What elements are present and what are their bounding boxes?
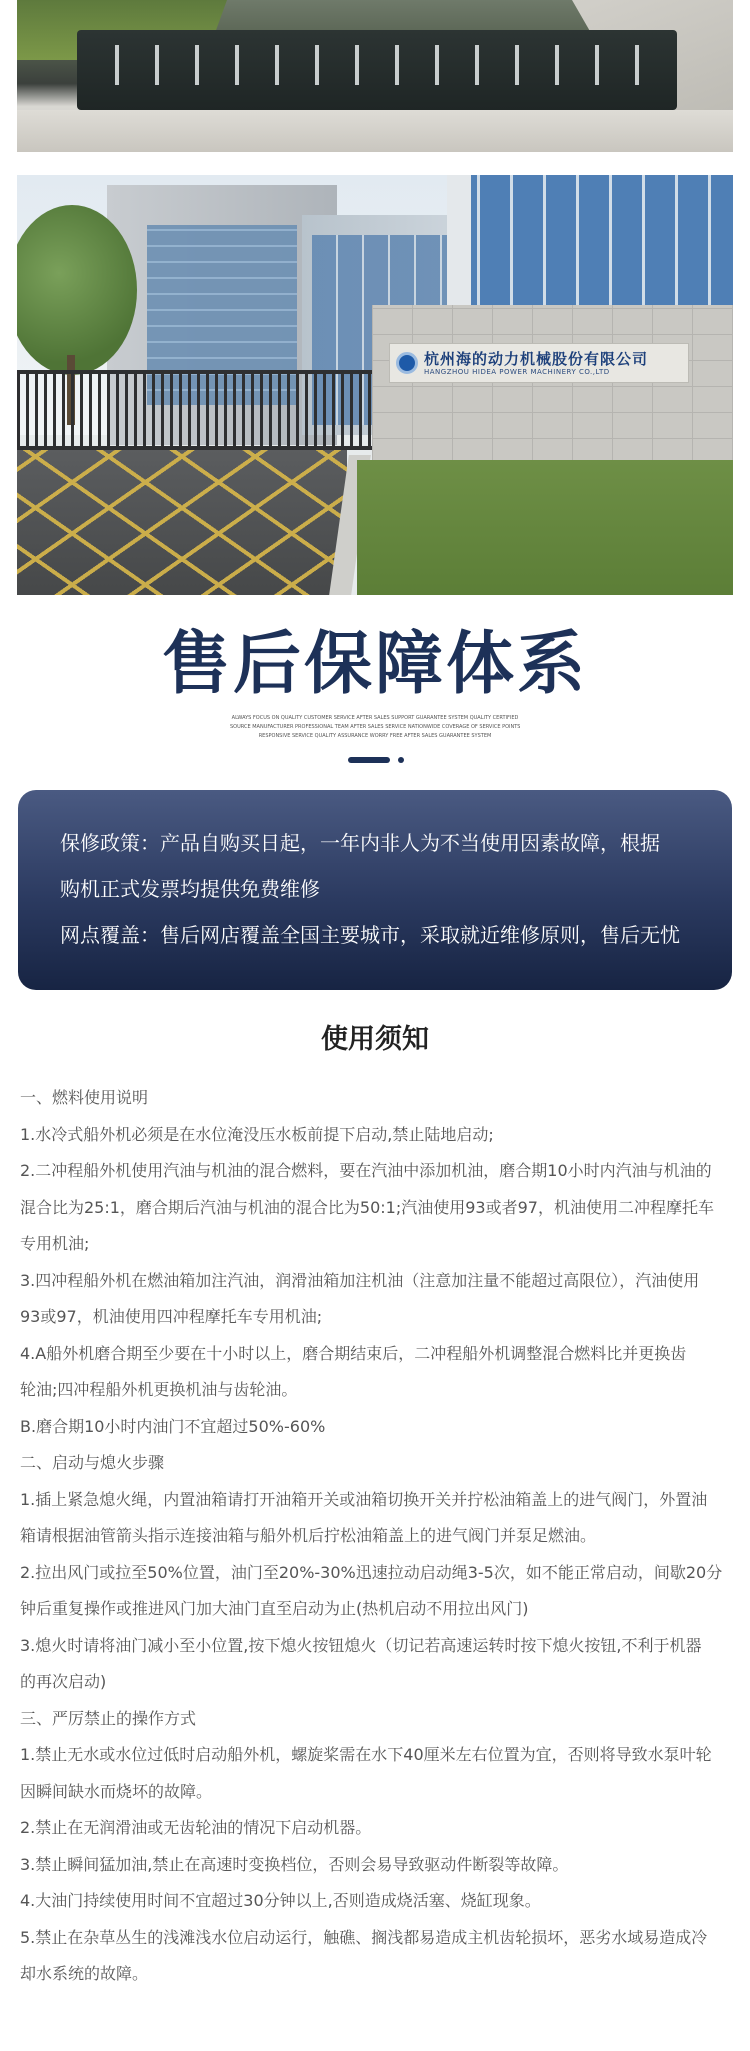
stone-wall [372, 305, 733, 465]
note-line: 5.禁止在杂草丛生的浅滩浅水位启动运行，触礁、搁浅都易造成主机齿轮损坏，恶劣水域易造成冷 [20, 1927, 708, 1947]
note-line: 2.禁止在无润滑油或无齿轮油的情况下启动机器。 [20, 1818, 372, 1837]
section-title: 售后保障体系 [161, 625, 588, 704]
note-line: 专用机油; [20, 1234, 90, 1253]
usage-notes-title: 使用须知 [321, 1024, 429, 1055]
note-line: 2.二冲程船外机使用汽油与机油的混合燃料，要在汽油中添加机油，磨合期10小时内汽油与机油的 [20, 1161, 712, 1180]
note-line: 4.A船外机磨合期至少要在十小时以上，磨合期结束后，二冲程船外机调整混合燃料比并更换齿 [20, 1343, 687, 1363]
company-logo-icon [396, 352, 418, 374]
note-line: 3.熄火时请将油门减小至小位置,按下熄火按钮熄火（切记若高速运转时按下熄火按钮,不利于机器 [20, 1635, 702, 1655]
note-line: 却水系统的故障。 [20, 1964, 149, 1983]
title-subtext: SOURCE MANUFACTURER PROFESSIONAL TEAM AFTER SALES SERVICE NATIONWIDE COVERAGE OF SERVICE POINTS [230, 724, 520, 730]
title-divider-dot [398, 757, 404, 763]
note-line: 混合比为25:1，磨合期后汽油与机油的混合比为50:1;汽油使用93或者97，机油使用二冲程摩托车 [20, 1197, 714, 1217]
company-sign-cn: 杭州海的动力机械股份有限公司 [424, 350, 649, 368]
note-line: 一、燃料使用说明 [20, 1088, 149, 1107]
gate-fence [17, 370, 377, 450]
note-line: 二、启动与熄火步骤 [20, 1453, 165, 1472]
note-line: 1.禁止无水或水位过低时启动船外机，螺旋桨需在水下40厘米左右位置为宜，否则将导致水泵叶轮 [20, 1745, 712, 1764]
company-building-photo [17, 175, 733, 595]
note-line: 箱请根据油管箭头指示连接油箱与船外机后拧松油箱盖上的进气阀门并泵足燃油。 [20, 1526, 597, 1545]
title-divider-bar [348, 757, 390, 763]
road-markings [17, 450, 347, 595]
note-line: 轮油;四冲程船外机更换机油与齿轮油。 [20, 1380, 298, 1399]
grass [357, 460, 733, 595]
usage-notes [20, 1080, 732, 1993]
note-line: 1.水冷式船外机必须是在水位淹没压水板前提下启动,禁止陆地启动; [20, 1124, 494, 1144]
note-line: 钟后重复操作或推进风门加大油门直至启动为止(热机启动不用拉出风门) [20, 1599, 529, 1618]
note-line: 的再次启动) [20, 1672, 107, 1691]
note-line: 三、严厉禁止的操作方式 [20, 1708, 197, 1728]
note-line: 4.大油门持续使用时间不宜超过30分钟以上,否则造成烧活塞、烧缸现象。 [20, 1891, 541, 1910]
note-line: 3.四冲程船外机在燃油箱加注汽油，润滑油箱加注机油（注意加注量不能超过高限位），汽油使用 [20, 1270, 700, 1290]
policy-line: 网点覆盖：售后网店覆盖全国主要城市，采取就近维修原则，售后无忧 [60, 923, 680, 947]
company-sign [389, 343, 689, 383]
fountain-jets [97, 45, 657, 85]
plaza-fountain-photo [17, 0, 733, 152]
note-line: 3.禁止瞬间猛加油,禁止在高速时变换档位，否则会易导致驱动件断裂等故障。 [20, 1854, 569, 1874]
note-line: B.磨合期10小时内油门不宜超过50%-60% [20, 1416, 326, 1436]
warranty-policy-box [18, 790, 732, 990]
note-line: 93或97，机油使用四冲程摩托车专用机油; [20, 1307, 323, 1326]
policy-line: 购机正式发票均提供免费维修 [60, 877, 320, 901]
plaza-ground [17, 110, 733, 152]
note-line: 2.拉出风门或拉至50%位置，油门至20%-30%迅速拉动启动绳3-5次，如不能正常启动，间歇20分 [20, 1562, 723, 1582]
title-subtext: RESPONSIVE SERVICE QUALITY ASSURANCE WORRY FREE AFTER SALES GUARANTEE SYSTEM [258, 733, 492, 739]
note-line: 1.插上紧急熄火绳，内置油箱请打开油箱开关或油箱切换开关并拧松油箱盖上的进气阀门，外置油 [20, 1489, 708, 1509]
title-subtext: ALWAYS FOCUS ON QUALITY CUSTOMER SERVICE AFTER SALES SUPPORT GUARANTEE SYSTEM QUALITY CERTIFIED [231, 715, 519, 721]
company-sign-en: HANGZHOU HIDEA POWER MACHINERY CO.,LTD [424, 368, 610, 376]
policy-line: 保修政策：产品自购买日起，一年内非人为不当使用因素故障，根据 [60, 831, 660, 855]
note-line: 因瞬间缺水而烧坏的故障。 [20, 1781, 213, 1801]
